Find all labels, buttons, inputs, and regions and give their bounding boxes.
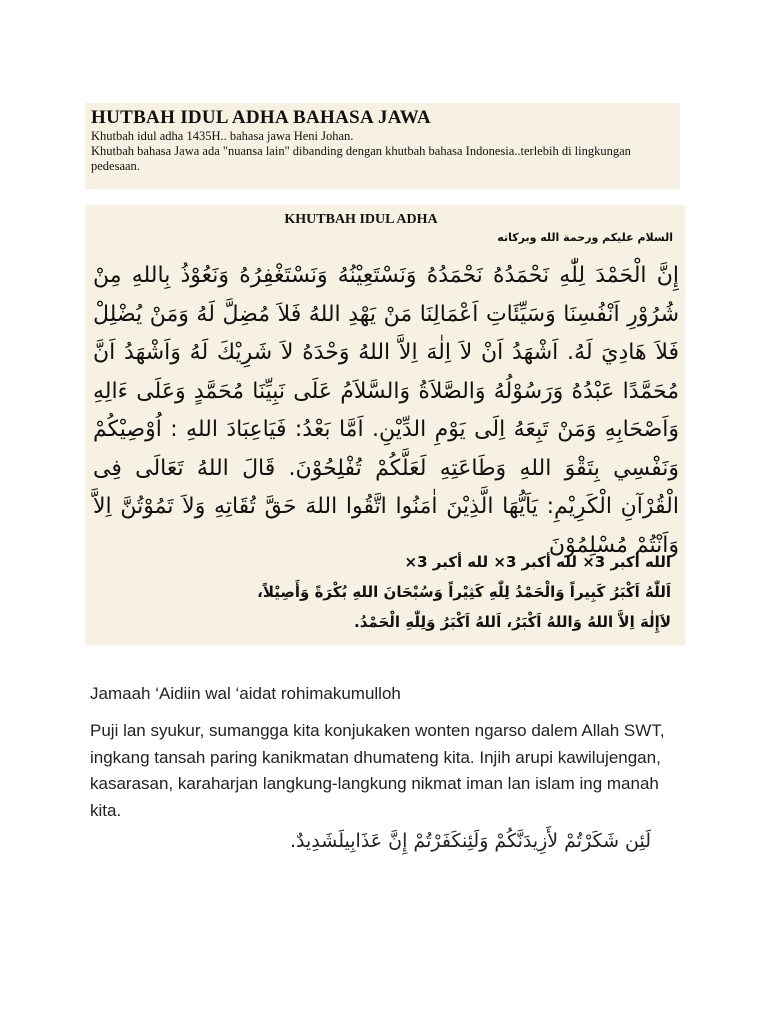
salam-greeting: السلام عليكم ورحمة الله وبركاته xyxy=(497,231,673,244)
takbir-line: الله أكبر 3× لله أكبر 3× لله أكبر 3× xyxy=(404,553,671,571)
takbir-block xyxy=(111,547,671,637)
intro-line-2: Khutbah bahasa Jawa ada "nuansa lain" dibanding dengan khutbah bahasa Indonesia..terlebih di lingkungan pedesaan. xyxy=(91,144,631,173)
quran-verse: لَئِن شَكَرْتُمْ لأَزِيدَنَّكُمْ وَلَئِنكَفَرْتُمْ إِنَّ عَذَابِيلَشَدِيدٌ. xyxy=(290,830,652,852)
arabic-opening-text: إِنَّ الْحَمْدَ لِلّٰهِ نَحْمَدُهُ نَحْمَدُهُ وَنَسْتَعِيْنُهُ وَنَسْتَغْفِرُهُ وَنَعُوْذُ بِاللهِ مِنْ شُرُوْرِ اَنْفُسِنَا وَسَيِّئَاتِ اَعْمَالِنَا مَنْ يَهْدِ اللهُ فَلاَ مُضِلَّ لَهُ وَمَنْ يُضْلِلْ فَلاَ هَادِيَ لَهُ. اَشْهَدُ اَنْ لاَ اِلٰهَ اِلاَّ اللهُ وَحْدَهُ لاَ شَرِيْكَ لَهُ وَاَشْهَدُ اَنَّ مُحَمَّدًا عَبْدُهُ وَرَسُوْلُهُ وَالصَّلاَةُ وَالسَّلاَمُ عَلَى نَبِيِّنَا مُحَمَّدٍ وَعَلَى ءَالِهِ وَاَصْحَابِهِ وَمَنْ تَبِعَهُ اِلَى يَوْمِ الدِّيْنِ. اَمَّا بَعْدُ: فَيَاعِبَادَ اللهِ : اُوْصِيْكُمْ وَنَفْسِي بِتَقْوَ اللهِ وَطَاعَتِهِ لَعَلَّكُمْ تُفْلِحُوْنَ. قَالَ اللهُ تَعَالَى فِى الْقُرْآنِ الْكَرِيْمِ: يَاَيُّهَا الَّذِيْنَ اٰمَنُوا اتَّقُوا اللهَ حَقَّ تُقَاتِهِ وَلاَ تَمُوْتُنَّ اِلاَّ وَاَنْتُمْ مُسْلِمُوْنَ xyxy=(93,263,679,558)
body-paragraph: Puji lan syukur, sumangga kita konjukaken wonten ngarso dalem Allah SWT, ingkang tansah paring kanikmatan dhumateng kita. Injih arupi kawilujengan, kasarasan, karaharjan langkung-langkung nikmat iman lan islam ing manah kita. xyxy=(90,721,665,820)
intro-line-1: Khutbah idul adha 1435H.. bahasa jawa Heni Johan. xyxy=(91,129,354,143)
greeting-line: Jamaah ‘Aidiin wal ‘aidat rohimakumulloh xyxy=(90,684,401,703)
takbir-line: اَللّٰهُ اَكْبَرُ كَبِيراً وَالْحَمْدُ لِلّٰهِ كَثِيْراً وَسُبْحَانَ اللهِ بُكْرَةً وَأَصِيْلاً، xyxy=(257,583,671,601)
takbir-line: لاَإِلٰهَ اِلاَّ اللهُ وَاللهُ اَكْبَرُ، اَللهُ اَكْبَرُ وَلِلّٰهِ الْحَمْدُ. xyxy=(354,613,671,631)
khutbah-heading: KHUTBAH IDUL ADHA xyxy=(284,212,438,227)
khutbah-block xyxy=(85,205,685,645)
header-block xyxy=(85,103,680,189)
document-title: HUTBAH IDUL ADHA BAHASA JAWA xyxy=(91,107,431,128)
